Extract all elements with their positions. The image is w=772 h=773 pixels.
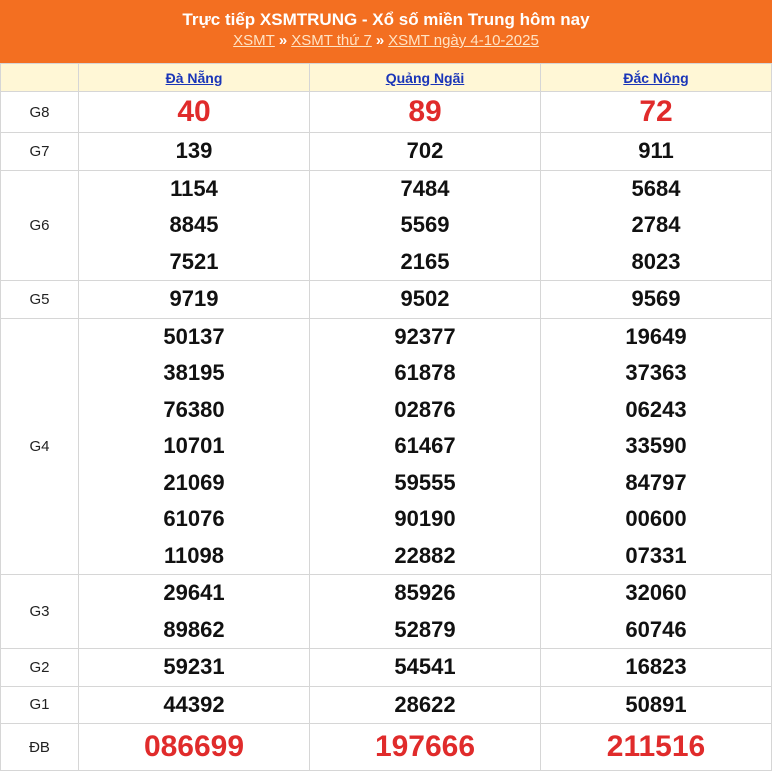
prize-cell — [79, 649, 310, 687]
prize-row-g2 — [1, 649, 772, 687]
prize-cell — [79, 575, 310, 649]
prize-cell — [79, 170, 310, 281]
prize-cell — [541, 649, 772, 687]
prize-row-g4 — [1, 318, 772, 575]
prize-number: 7484 — [400, 175, 450, 201]
prize-number: 85926 — [394, 580, 456, 605]
province-link-dac-nong[interactable]: Đắc Nông — [623, 69, 689, 86]
prize-cell — [310, 318, 541, 575]
prize-cell — [541, 724, 772, 771]
prize-number: 54541 — [394, 654, 456, 679]
prize-number: 086699 — [143, 730, 245, 763]
prize-cell — [310, 133, 541, 171]
prize-number: 84797 — [625, 469, 687, 495]
province-header — [541, 64, 772, 92]
prize-label: G2 — [1, 649, 79, 687]
prize-number: 1154 — [170, 175, 218, 201]
prize-number: 89862 — [163, 616, 225, 642]
prize-number: 61878 — [394, 360, 456, 385]
prize-cell — [79, 686, 310, 724]
prize-number: 02876 — [394, 396, 456, 422]
prize-number: 11098 — [164, 542, 224, 568]
prize-cell — [541, 281, 772, 319]
province-header — [310, 64, 541, 92]
province-link-da-nang[interactable]: Đà Nẵng — [165, 69, 223, 86]
prize-number: 21069 — [163, 469, 225, 495]
prize-label: G5 — [1, 281, 79, 319]
prize-cell — [541, 686, 772, 724]
province-link-quang-ngai[interactable]: Quảng Ngãi — [385, 69, 465, 86]
prize-cell — [79, 281, 310, 319]
prize-number: 00600 — [625, 506, 687, 531]
prize-number: 89 — [408, 95, 442, 128]
prize-cell — [541, 92, 772, 133]
prize-number: 2784 — [631, 212, 681, 237]
prize-label: G1 — [1, 686, 79, 724]
breadcrumb-xsmt-link[interactable]: XSMT — [233, 32, 275, 49]
prize-cell — [541, 318, 772, 575]
prize-label: G7 — [1, 133, 79, 171]
breadcrumb — [0, 31, 772, 51]
prize-cell — [310, 686, 541, 724]
prize-cell — [310, 170, 541, 281]
breadcrumb-weekday-link[interactable]: XSMT thứ 7 — [291, 32, 372, 49]
prize-row-g5 — [1, 281, 772, 319]
prize-number: 29641 — [163, 580, 225, 605]
prize-label: G3 — [1, 575, 79, 649]
prize-number: 06243 — [625, 396, 687, 422]
prize-cell — [79, 318, 310, 575]
results-header — [0, 0, 772, 63]
prize-number: 50137 — [163, 323, 225, 349]
prize-cell — [79, 92, 310, 133]
prize-number: 702 — [406, 138, 444, 163]
prize-row-g7 — [1, 133, 772, 171]
prize-number: 76380 — [163, 396, 225, 422]
prize-number: 28622 — [394, 691, 456, 717]
province-header-row — [1, 64, 772, 92]
results-table — [0, 63, 772, 771]
prize-number: 7521 — [169, 248, 219, 274]
prize-number: 59231 — [163, 654, 225, 679]
prize-number: 92377 — [394, 323, 456, 349]
prize-number: 07331 — [625, 542, 687, 568]
prize-cell — [310, 281, 541, 319]
prize-number: 22882 — [394, 542, 456, 568]
prize-row-g6 — [1, 170, 772, 281]
prize-label: G6 — [1, 170, 79, 281]
prize-cell — [541, 575, 772, 649]
prize-number: 38195 — [163, 360, 225, 385]
prize-number: 61467 — [394, 433, 456, 458]
prize-number: 139 — [175, 138, 213, 163]
prize-cell — [541, 133, 772, 171]
prize-label: G4 — [1, 318, 79, 575]
prize-number: 61076 — [163, 506, 225, 531]
prize-number: 8845 — [169, 212, 219, 237]
prize-cell — [79, 133, 310, 171]
results-body — [1, 92, 772, 771]
prize-cell — [541, 170, 772, 281]
breadcrumb-separator: » — [278, 32, 288, 49]
prize-number: 40 — [177, 95, 211, 128]
prize-number: 19649 — [625, 323, 687, 349]
prize-number: 8023 — [631, 248, 681, 274]
prize-number: 33590 — [625, 433, 687, 458]
breadcrumb-separator: » — [375, 32, 385, 49]
prize-number: 5569 — [400, 212, 450, 237]
prize-number: 10701 — [163, 433, 225, 458]
prize-number: 37363 — [625, 360, 687, 385]
prize-number: 197666 — [374, 730, 476, 763]
prize-number: 2165 — [400, 248, 450, 274]
prize-number: 90190 — [394, 506, 456, 531]
prize-label-header — [1, 64, 79, 92]
prize-number: 52879 — [394, 616, 456, 642]
prize-number: 32060 — [625, 580, 687, 605]
prize-cell — [310, 92, 541, 133]
prize-number: 44392 — [163, 691, 225, 717]
breadcrumb-date-link[interactable]: XSMT ngày 4-10-2025 — [388, 32, 539, 49]
prize-cell — [310, 724, 541, 771]
prize-number: 9502 — [400, 286, 450, 311]
page-title: Trực tiếp XSMTRUNG - Xổ số miền Trung hôm nay — [182, 10, 590, 29]
prize-number: 911 — [638, 138, 674, 163]
prize-label: G8 — [1, 92, 79, 133]
prize-row-g1 — [1, 686, 772, 724]
prize-number: 72 — [639, 95, 673, 128]
prize-number: 211516 — [606, 730, 706, 763]
prize-cell — [310, 649, 541, 687]
prize-number: 5684 — [631, 175, 681, 201]
prize-number: 16823 — [625, 654, 687, 679]
prize-row-g8 — [1, 92, 772, 133]
prize-number: 60746 — [625, 616, 687, 642]
province-header — [79, 64, 310, 92]
prize-number: 59555 — [394, 469, 456, 495]
prize-number: 50891 — [625, 691, 687, 717]
prize-label: ĐB — [1, 724, 79, 771]
prize-row-db — [1, 724, 772, 771]
prize-number: 9569 — [631, 286, 681, 311]
prize-cell — [79, 724, 310, 771]
prize-row-g3 — [1, 575, 772, 649]
prize-cell — [310, 575, 541, 649]
prize-number: 9719 — [169, 286, 219, 311]
